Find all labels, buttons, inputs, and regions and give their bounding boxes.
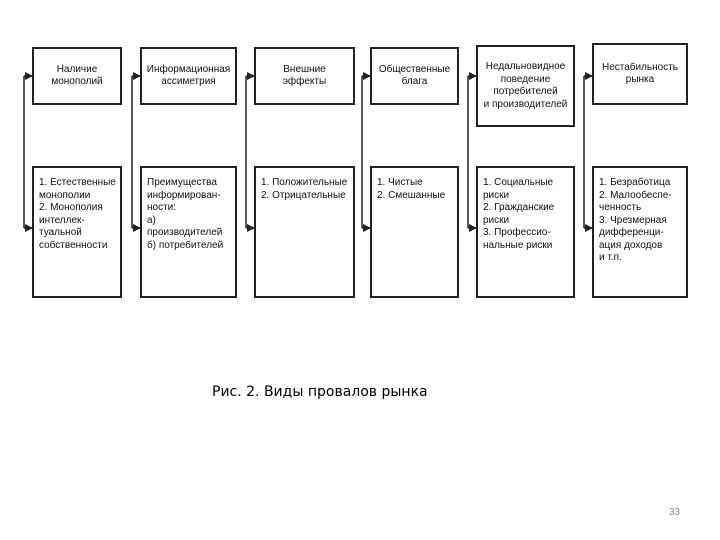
item-information-asymmetry-3: б) потребителей [147, 239, 224, 251]
item-monopolies-1: 1. Естественные монополии [39, 177, 116, 201]
item-market-instability-2: 2. Малообеспе- ченность [599, 189, 672, 213]
header-box-shortsighted-behavior [476, 45, 575, 127]
item-public-goods-1: 1. Чистые [377, 177, 423, 188]
header-text-market-instability: Нестабильность рынка [601, 61, 679, 85]
header-text-public-goods: Общественные блага [378, 63, 451, 87]
header-box-information-asymmetry [140, 47, 237, 105]
body-box-market-instability [592, 166, 688, 298]
item-shortsighted-behavior-3: 3. Профессио- нальные риски [483, 227, 553, 251]
header-box-externalities [254, 47, 355, 105]
item-externalities-2: 2. Отрицательные [261, 189, 346, 201]
item-shortsighted-behavior-2: 2. Гражданские риски [483, 202, 555, 226]
body-box-shortsighted-behavior [476, 166, 575, 298]
header-box-public-goods [370, 47, 459, 105]
body-box-externalities [254, 166, 355, 298]
body-box-monopolies [32, 166, 122, 298]
item-shortsighted-behavior-1: 1. Социальные риски [483, 177, 554, 201]
header-box-market-instability [592, 43, 688, 105]
body-box-public-goods [370, 166, 459, 298]
header-box-monopolies [32, 47, 122, 105]
item-information-asymmetry-1: Преимущества информирован- ности: [147, 177, 221, 213]
figure-caption: Рис. 2. Виды провалов рынка [212, 384, 428, 400]
item-externalities-1: 1. Положительные [261, 177, 348, 188]
body-box-information-asymmetry [140, 166, 237, 298]
header-text-information-asymmetry: Информационная ассиметрия [146, 63, 231, 87]
header-text-monopolies: Наличие монополий [51, 63, 103, 87]
item-market-instability-1: 1. Безработица [599, 177, 671, 188]
item-market-instability-3: 3. Чрезмерная дифференци- ация доходов и т.п. [599, 214, 667, 263]
header-text-externalities: Внешние эффекты [282, 63, 327, 87]
header-text-shortsighted-behavior: Недальновидное поведение потребителей и производителей [483, 61, 568, 110]
page-number: 33 [668, 507, 680, 518]
item-public-goods-2: 2. Смешанные [377, 189, 446, 201]
item-monopolies-2: 2. Монополия интеллек- туальной собственности [39, 202, 108, 251]
item-information-asymmetry-2: а) производителей [147, 214, 223, 238]
